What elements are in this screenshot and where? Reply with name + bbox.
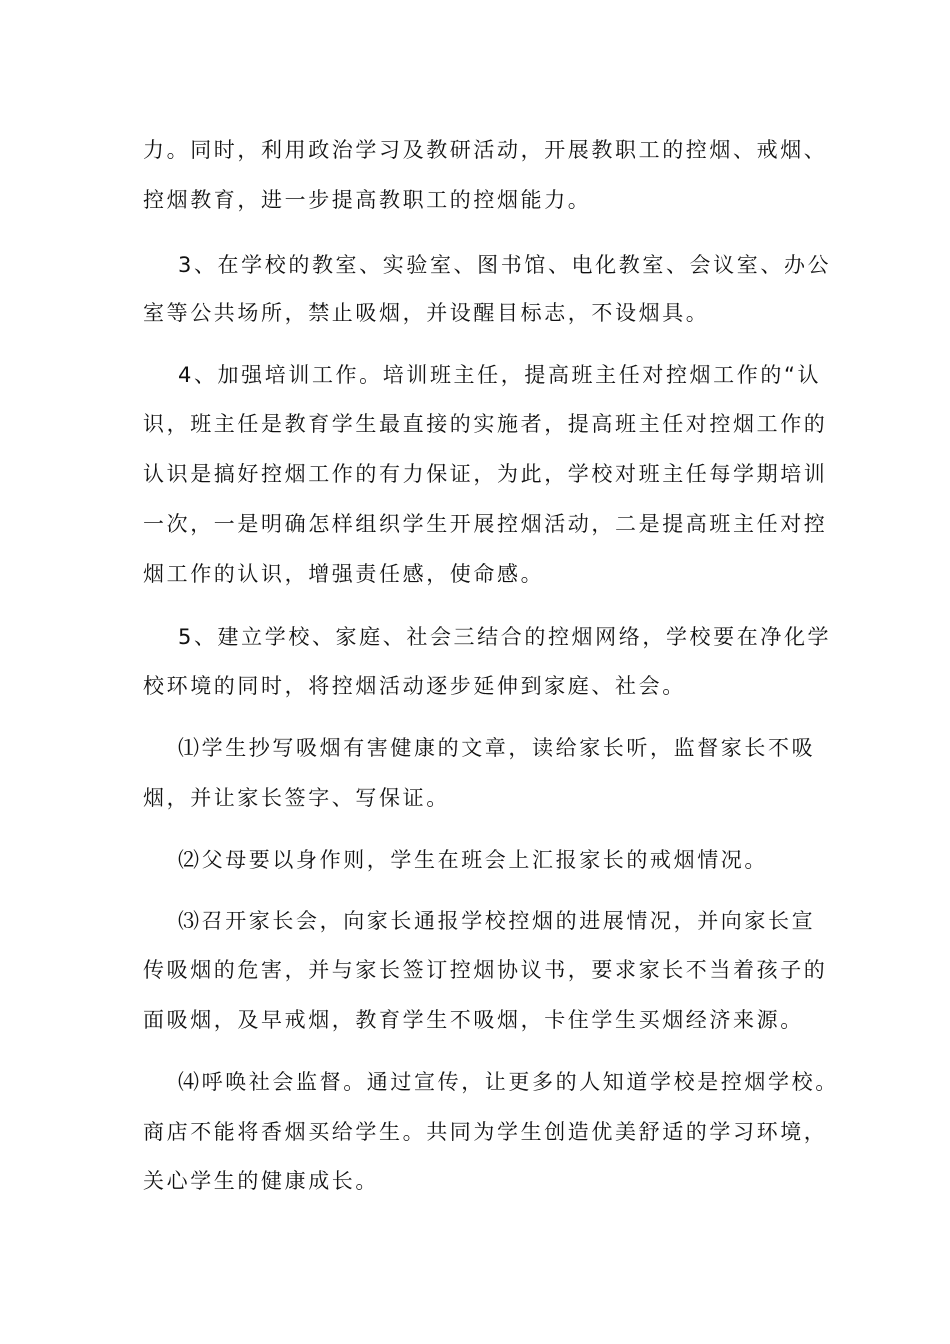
text-line: 控烟教育，进一步提高教职工的控烟能力。 (143, 188, 592, 212)
paragraph-3-line: 3、在学校的教室、实验室、图书馆、电化教室、会议室、办公 (178, 253, 832, 277)
text-line: 识，班主任是教育学生最直接的实施者，提高班主任对控烟工作的 (143, 412, 828, 436)
item-4-line: ⑷呼唤社会监督。通过宣传，让更多的人知道学校是控烟学校。 (178, 1070, 839, 1094)
item-3-line: ⑶召开家长会，向家长通报学校控烟的进展情况，并向家长宣 (178, 909, 816, 933)
text-line: 校环境的同时，将控烟活动逐步延伸到家庭、社会。 (143, 674, 686, 698)
text-line: 力。同时，利用政治学习及教研活动，开展教职工的控烟、戒烟、 (143, 138, 828, 162)
paragraph-4-line: 4、加强培训工作。培训班主任，提高班主任对控烟工作的“认 (178, 363, 822, 387)
text-line: 关心学生的健康成长。 (143, 1169, 379, 1193)
text-line: 认识是搞好控烟工作的有力保证，为此，学校对班主任每学期培训 (143, 462, 828, 486)
text-line: 烟，并让家长签字、写保证。 (143, 786, 450, 810)
text-line: 烟工作的认识，增强责任感，使命感。 (143, 562, 545, 586)
paragraph-5-line: 5、建立学校、家庭、社会三结合的控烟网络，学校要在净化学 (178, 625, 832, 649)
text-line: 一次，一是明确怎样组织学生开展控烟活动，二是提高班主任对控 (143, 512, 828, 536)
text-line: 室等公共场所，禁止吸烟，并设醒目标志，不设烟具。 (143, 301, 710, 325)
text-line: 传吸烟的危害，并与家长签订控烟协议书，要求家长不当着孩子的 (143, 958, 828, 982)
item-2-line: ⑵父母要以身作则，学生在班会上汇报家长的戒烟情况。 (178, 848, 768, 872)
text-line: 面吸烟，及早戒烟，教育学生不吸烟，卡住学生买烟经济来源。 (143, 1008, 804, 1032)
text-line: 商店不能将香烟买给学生。共同为学生创造优美舒适的学习环境， (143, 1120, 828, 1144)
item-1-line: ⑴学生抄写吸烟有害健康的文章，读给家长听，监督家长不吸 (178, 736, 816, 760)
